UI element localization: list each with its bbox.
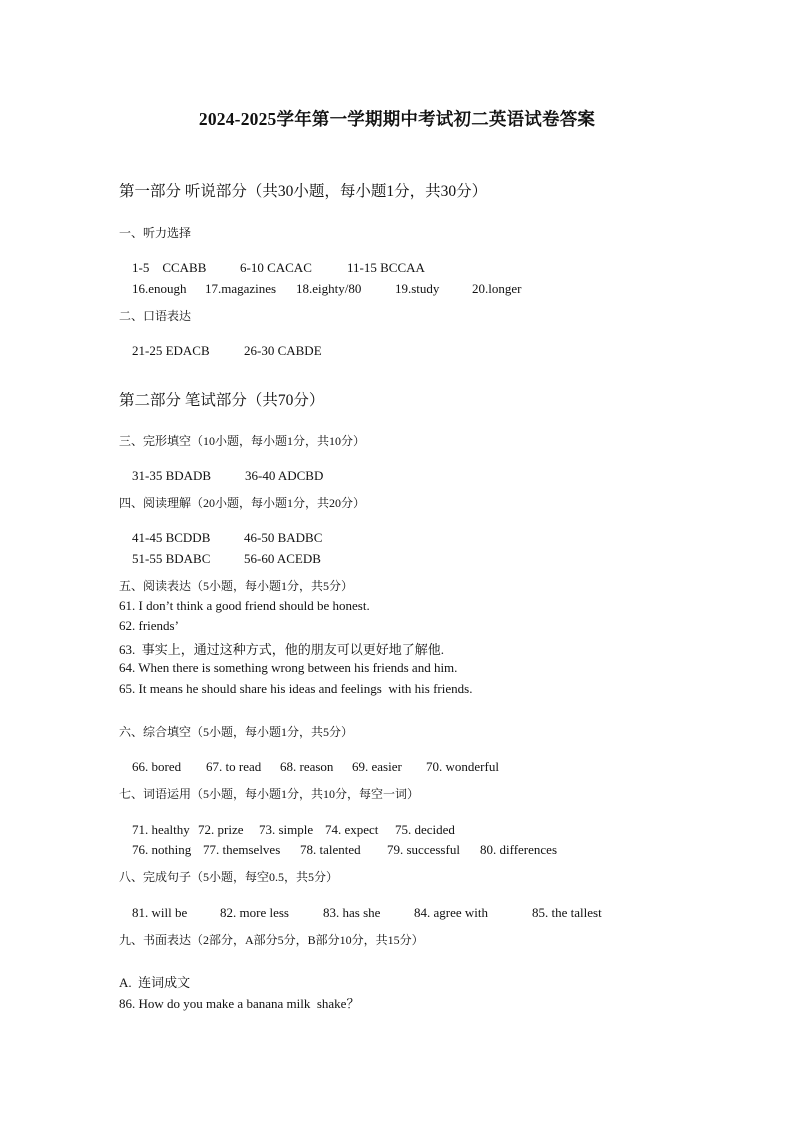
answer-item: 84. agree with — [414, 905, 489, 920]
answer-item: 80. differences — [480, 842, 558, 857]
answer-item: 68. reason — [280, 759, 334, 774]
answer-item: 18.eighty/80 — [296, 281, 362, 296]
answer-item: 70. wonderful — [426, 759, 499, 774]
section8-heading: 八、完成句子（5小题，每空0.5，共5分） — [119, 870, 339, 884]
part1-heading: 第一部分 听说部分（共30小题，每小题1分，共30分） — [119, 183, 488, 200]
answer-item: 72. prize — [198, 822, 244, 837]
section5-answer-65: 65. It means he should share his ideas and feelings with his friends. — [119, 681, 473, 696]
answer-group: 31-35 BDADB — [132, 468, 212, 483]
section5-answer-63: 63. 事实上，通过这种方式，他的朋友可以更好地了解他. — [119, 642, 445, 657]
section9-sub-a: A. 连词成文 — [119, 975, 191, 990]
answer-item: 16.enough — [132, 281, 187, 296]
answer-group: 6-10 CACAC — [240, 260, 312, 275]
section7-heading: 七、词语运用（5小题，每小题1分，共10分，每空一词） — [119, 787, 420, 801]
answer-item: 78. talented — [300, 842, 361, 857]
answer-item: 82. more less — [220, 905, 289, 920]
answer-item: 67. to read — [206, 759, 262, 774]
part2-heading: 第二部分 笔试部分（共70分） — [119, 392, 325, 409]
answer-group: 36-40 ADCBD — [245, 468, 324, 483]
answer-item: 73. simple — [259, 822, 314, 837]
section5-answer-62: 62. friends’ — [119, 618, 179, 633]
answer-item: 69. easier — [352, 759, 402, 774]
section7-line2 — [119, 826, 557, 874]
answer-item: 20.longer — [472, 281, 522, 296]
section8-line1 — [119, 889, 602, 937]
section4-line2 — [119, 535, 321, 583]
answer-group: 51-55 BDABC — [132, 551, 211, 566]
answer-item: 77. themselves — [203, 842, 281, 857]
answer-item: 81. will be — [132, 905, 188, 920]
section2-line1 — [119, 327, 322, 375]
section5-answer-61: 61. I don’t think a good friend should be honest. — [119, 598, 370, 613]
answer-group: 26-30 CABDE — [244, 343, 322, 358]
answer-item: 79. successful — [387, 842, 460, 857]
answer-item: 71. healthy — [132, 822, 190, 837]
answer-group: 21-25 EDACB — [132, 343, 210, 358]
answer-item: 85. the tallest — [532, 905, 602, 920]
answer-item: 74. expect — [325, 822, 379, 837]
answer-item: 83. has she — [323, 905, 381, 920]
answer-item: 75. decided — [395, 822, 455, 837]
section9-heading: 九、书面表达（2部分，A部分5分，B部分10分，共15分） — [119, 933, 424, 947]
section5-answer-64: 64. When there is something wrong between his friends and him. — [119, 660, 458, 675]
section5-heading: 五、阅读表达（5小题，每小题1分，共5分） — [119, 579, 354, 593]
section1-line2 — [119, 265, 521, 313]
section4-heading: 四、阅读理解（20小题，每小题1分，共20分） — [119, 496, 366, 510]
answer-group: 11-15 BCCAA — [347, 260, 425, 275]
document-title: 2024-2025学年第一学期期中考试初二英语试卷答案 — [198, 109, 596, 129]
answer-item: 19.study — [395, 281, 440, 296]
answer-group: 41-45 BCDDB — [132, 530, 211, 545]
answer-group: 46-50 BADBC — [244, 530, 323, 545]
section6-line1 — [119, 743, 499, 791]
section1-heading: 一、听力选择 — [119, 226, 192, 240]
section3-line1 — [119, 452, 323, 500]
section6-heading: 六、综合填空（5小题，每小题1分，共5分） — [119, 725, 354, 739]
answer-item: 17.magazines — [205, 281, 277, 296]
answer-group: 1-5 CCABB — [132, 260, 207, 275]
answer-group: 56-60 ACEDB — [244, 551, 321, 566]
section2-heading: 二、口语表达 — [119, 309, 192, 323]
section3-heading: 三、完形填空（10小题，每小题1分，共10分） — [119, 434, 366, 448]
answer-item: 66. bored — [132, 759, 182, 774]
answer-item: 76. nothing — [132, 842, 192, 857]
section9-question-86: 86. How do you make a banana milk shake？ — [119, 996, 360, 1011]
